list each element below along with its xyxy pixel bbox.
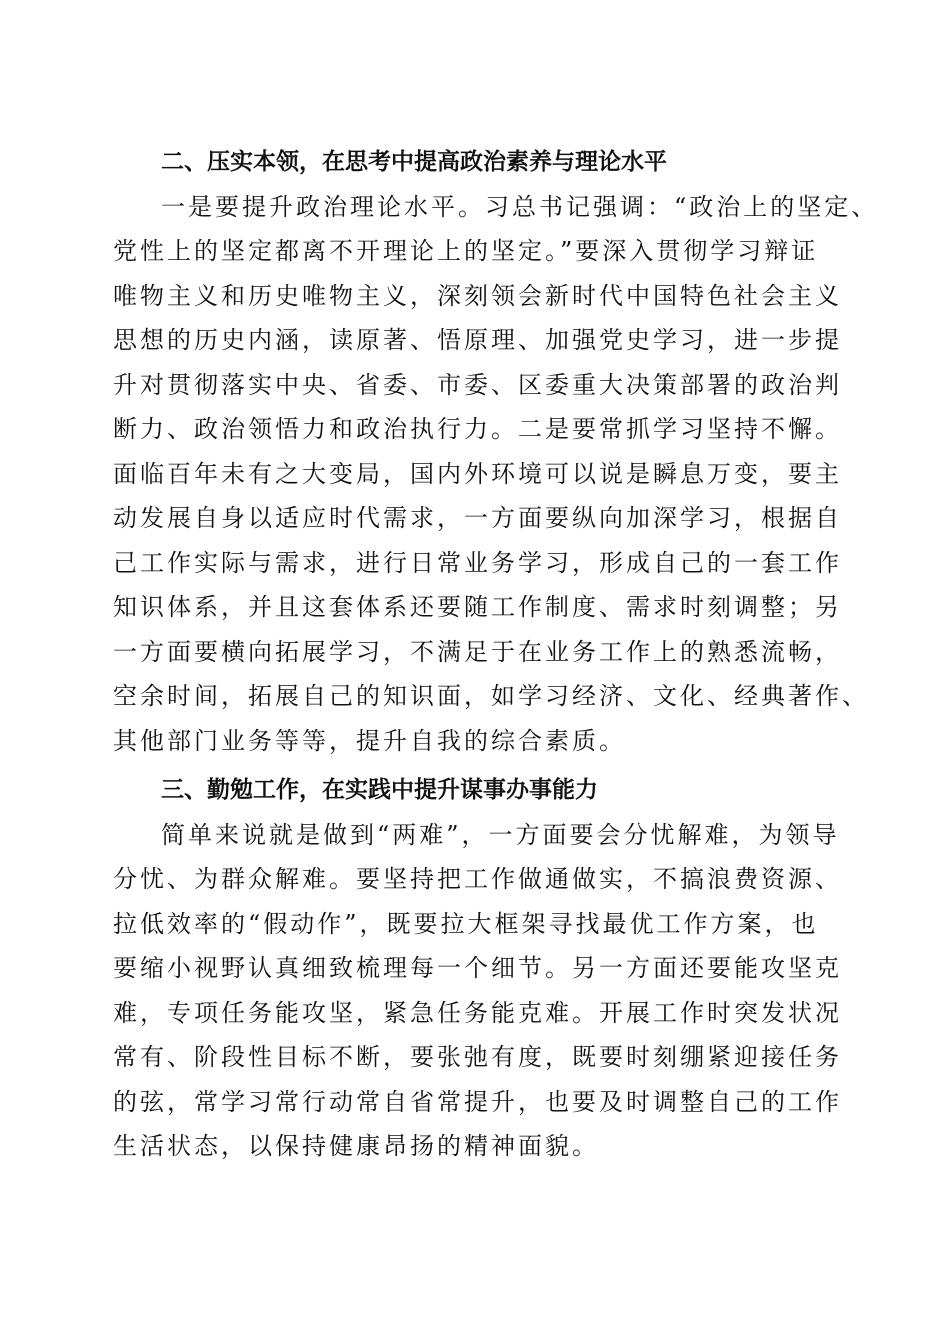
paragraph-line: 一是要提升政治理论水平。习总书记强调：“政治上的坚定、 [161,192,879,221]
section-heading: 三、勤勉工作，在实践中提升谋事办事能力 [161,777,598,803]
paragraph-line: 一方面要横向拓展学习，不满足于在业务工作上的熟悉流畅， [113,637,842,666]
paragraph-line: 要缩小视野认真细致梳理每一个细节。另一方面还要能攻坚克 [113,954,842,982]
paragraph-line: 断力、政治领悟力和政治执行力。二是要常抓学习坚持不懈。 [113,415,842,443]
paragraph-line: 面临百年未有之大变局，国内外环境可以说是瞬息万变，要主 [113,459,842,488]
section-heading: 二、压实本领，在思考中提高政治素养与理论水平 [161,149,667,175]
paragraph-line: 空余时间，拓展自己的知识面，如学习经济、文化、经典著作、 [113,682,869,710]
paragraph-line: 分忧、为群众解难。要坚持把工作做通做实，不搞浪费资源、 [113,865,842,893]
paragraph-line: 生活状态，以保持健康昂扬的精神面貌。 [113,1132,599,1160]
paragraph-line: 知识体系，并且这套体系还要随工作制度、需求时刻调整；另 [113,593,842,621]
paragraph-line: 常有、阶段性目标不断，要张弛有度，既要时刻绷紧迎接任务 [113,1043,842,1071]
paragraph-line: 简单来说就是做到“两难”，一方面要会分忧解难，为领导 [161,820,840,849]
paragraph-line: 思想的历史内涵，读原著、悟原理、加强党史学习，进一步提 [113,326,842,354]
paragraph-line: 难，专项任务能攻坚，紧急任务能克难。开展工作时突发状况 [113,998,842,1027]
paragraph-line: 拉低效率的“假动作”，既要拉大框架寻找最优工作方案，也 [113,909,819,938]
paragraph-line: 己工作实际与需求，进行日常业务学习，形成自己的一套工作 [113,548,842,577]
paragraph-line: 升对贯彻落实中央、省委、市委、区委重大决策部署的政治判 [113,370,842,399]
paragraph-line: 的弦，常学习常行动常自省常提升，也要及时调整自己的工作 [113,1087,842,1116]
paragraph-line: 唯物主义和历史唯物主义，深刻领会新时代中国特色社会主义 [113,281,842,310]
paragraph-line: 党性上的坚定都离不开理论上的坚定。”要深入贯彻学习辩证 [113,237,819,265]
paragraph-line: 其他部门业务等等，提升自我的综合素质。 [113,726,626,755]
paragraph-line: 动发展自身以适应时代需求，一方面要纵向加深学习，根据自 [113,504,842,532]
